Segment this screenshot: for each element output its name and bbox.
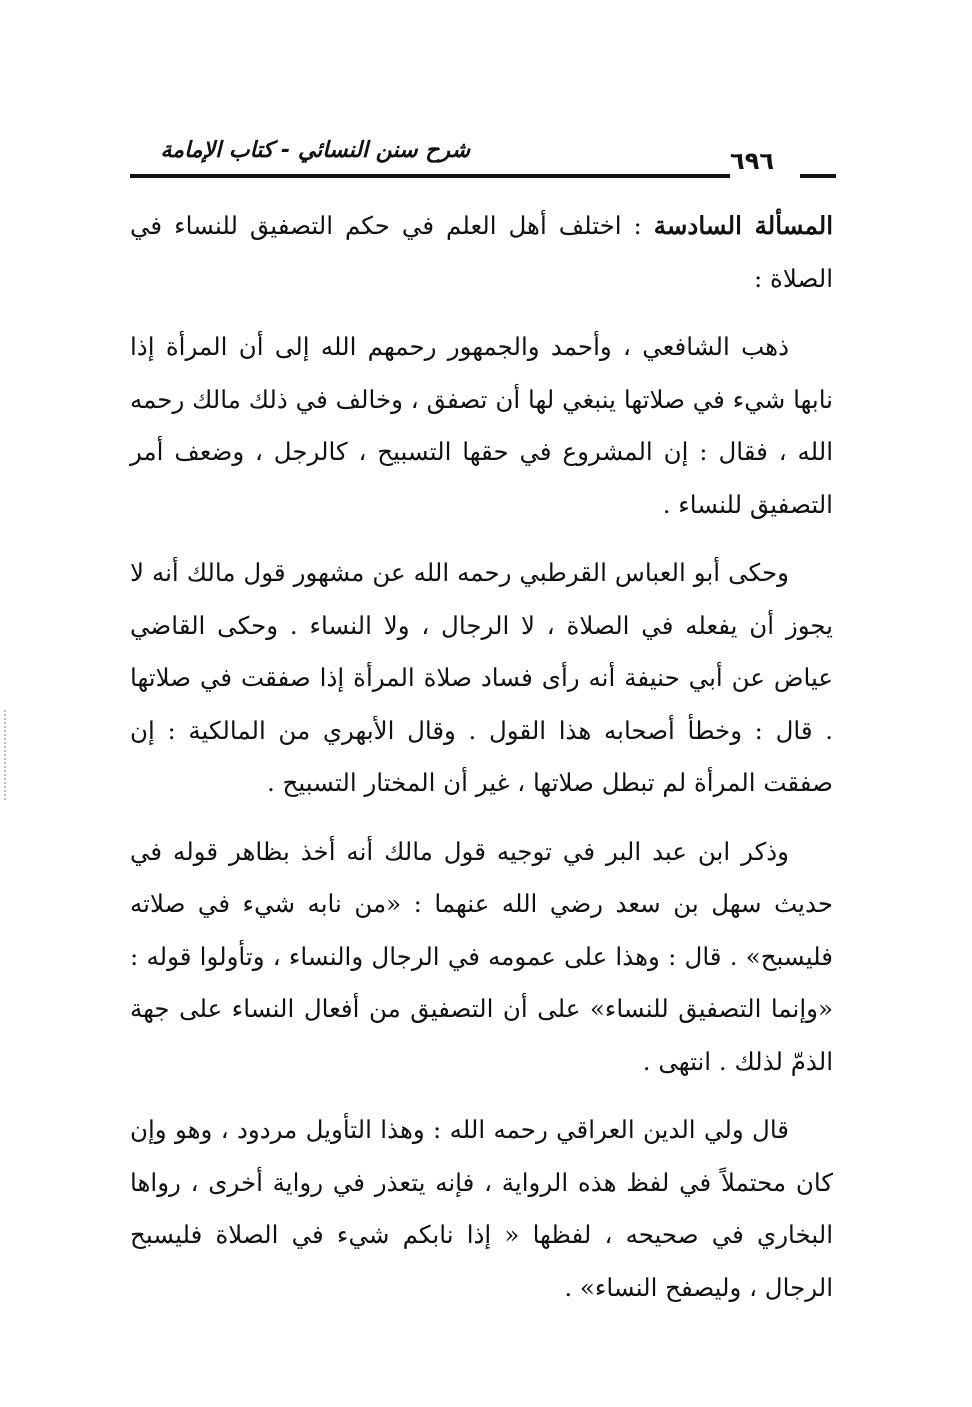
paragraph-3: وحكى أبو العباس القرطبي رحمه الله عن مشهور قول مالك أنه لا يجوز أن يفعله في الصلاة ، لا الرجال ، ولا النساء . وحكى القاضي عياض عن أبي حنيفة أنه رأى فساد صلاة المرأة إذا صفقت في صلاتها . قال : وخطأ أصحابه هذا القول . وقال الأبهري من المالكية : إن صفقت المرأة لم تبطل صلاتها ، غير أن المختار التسبيح . xyxy=(130,558,833,797)
scan-edge-mark xyxy=(4,710,8,800)
paragraph-2: ذهب الشافعي ، وأحمد والجمهور رحمهم الله إلى أن المرأة إذا نابها شيء في صلاتها ينبغي لها أن تصفق ، وخالف في ذلك مالك رحمه الله ، فقال : إن المشروع في حقها التسبيح ، كالرجل ، وضعف أمر التصفيق للنساء . xyxy=(130,332,833,519)
page-header xyxy=(130,130,836,190)
paragraph-1-text: : اختلف أهل العلم في حكم التصفيق للنساء في الصلاة : xyxy=(130,211,833,293)
running-title: شرح سنن النسائي - كتاب الإمامة xyxy=(160,138,470,163)
page-number-dash xyxy=(800,174,836,178)
paragraph-4: وذكر ابن عبد البر في توجيه قول مالك أنه أخذ بظاهر قوله في حديث سهل بن سعد رضي الله عنهما : «من نابه شيء في صلاته فليسبح» . قال : وهذا على عمومه في الرجال والنساء ، وتأولوا قوله : «وإنما التصفيق للنساء» على أن التصفيق من أفعال النساء على جهة الذمّ لذلك . انتهى . xyxy=(130,836,833,1076)
header-rule xyxy=(130,174,730,178)
paragraph-5: قال ولي الدين العراقي رحمه الله : وهذا التأويل مردود ، وهو وإن كان محتملاً في لفظ هذه الرواية ، فإنه يتعذر في رواية أخرى ، رواها البخاري في صحيحه ، لفظها « إذا نابكم شيء في الصلاة فليسبح الرجال ، وليصفح النساء» . xyxy=(130,1115,833,1302)
page-number: ٦٩٦ xyxy=(730,147,774,175)
issue-heading: المسألة السادسة xyxy=(653,211,833,240)
page-body xyxy=(130,200,833,1330)
paragraph-1 xyxy=(130,200,833,305)
